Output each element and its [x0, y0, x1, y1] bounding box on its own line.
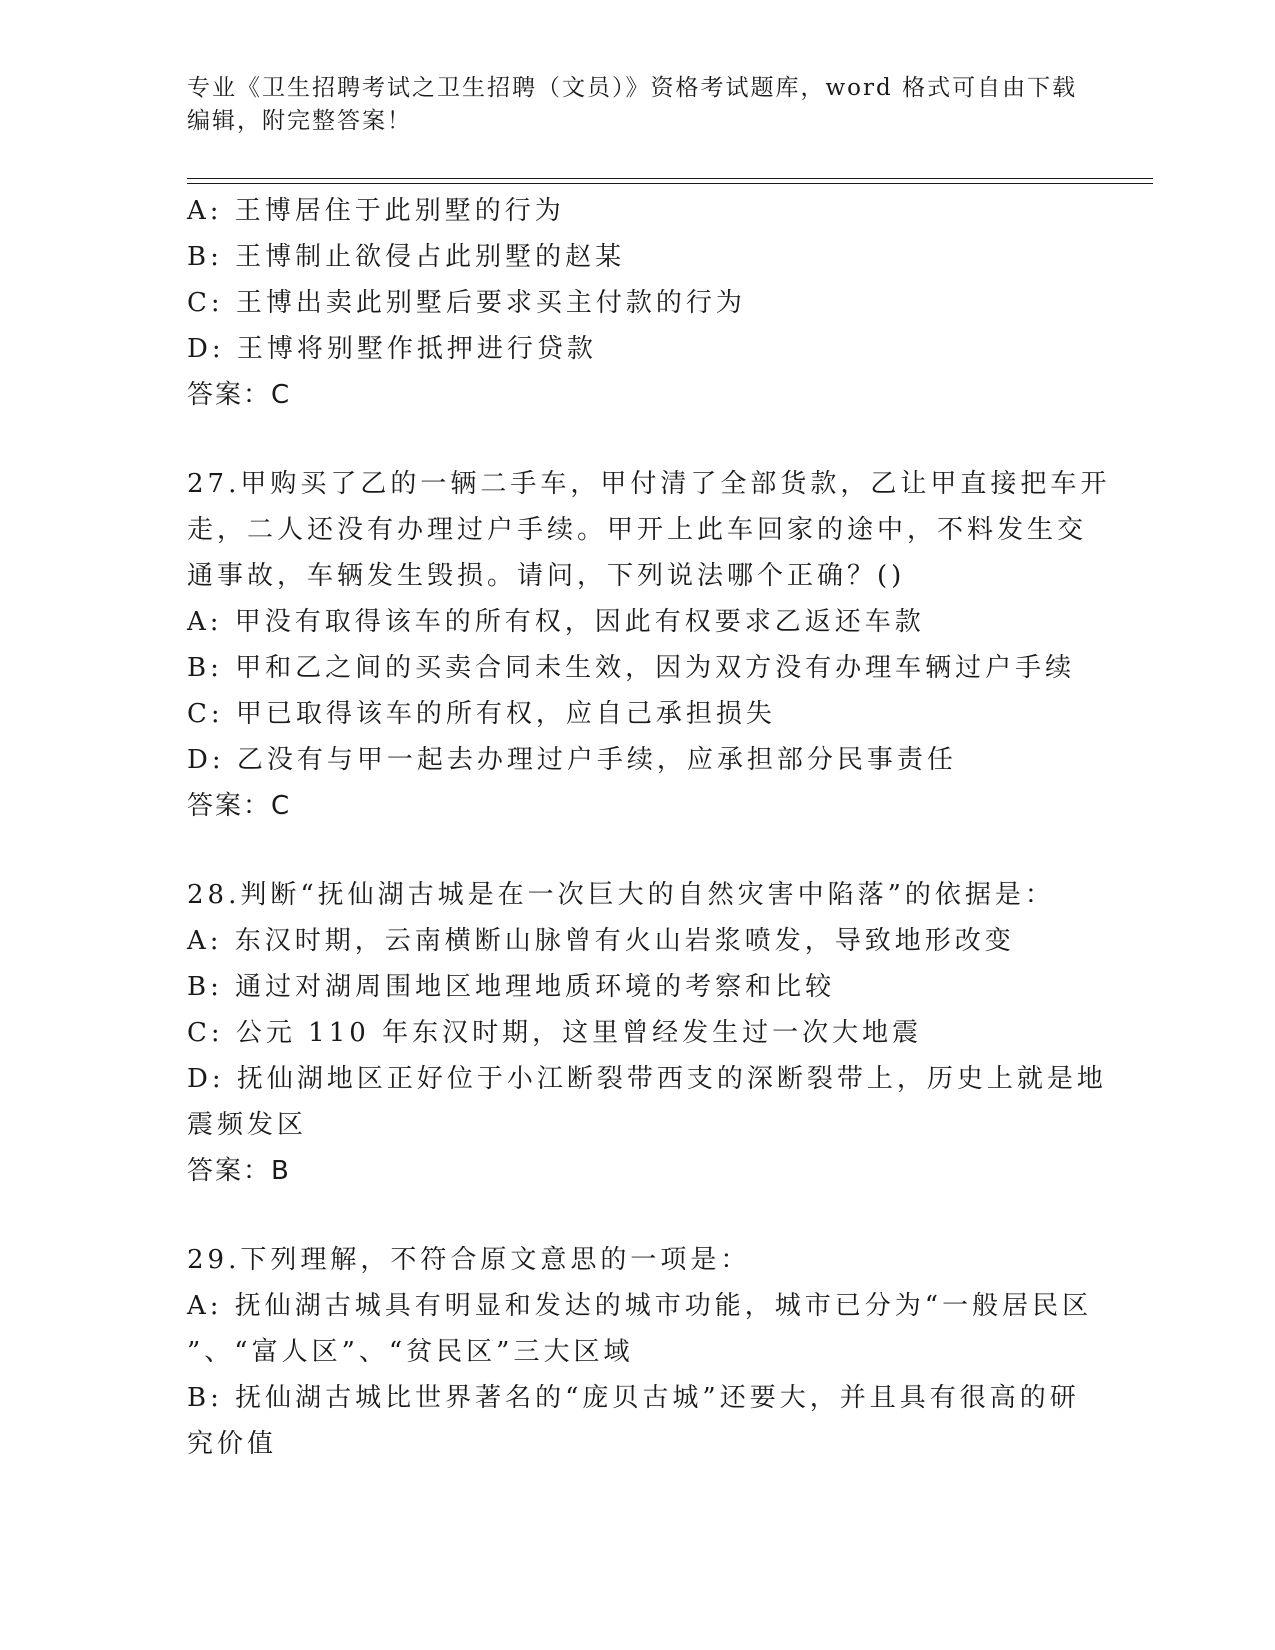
- answer: 答案：B: [187, 1156, 291, 1186]
- question-29: [187, 1237, 1093, 1467]
- option-a-continued: ”、“富人区”、“贫民区”三大区域: [187, 1337, 634, 1367]
- header-line-2: 编辑，附完整答案！: [187, 108, 412, 134]
- header-divider-bottom: [187, 183, 1153, 184]
- question-26: [187, 188, 1087, 418]
- answer: 答案：C: [187, 791, 292, 821]
- spacer: [187, 829, 1087, 872]
- answer: 答案：C: [187, 380, 292, 410]
- question-stem-line: 27.甲购买了乙的一辆二手车，甲付清了全部货款，乙让甲直接把车开: [187, 469, 1111, 499]
- option-b: B: 王博制止欲侵占此别墅的赵某: [187, 242, 626, 272]
- option-c: C: 公元 110 年东汉时期，这里曾经发生过一次大地震: [187, 1018, 923, 1048]
- option-d: D: 王博将别墅作抵押进行贷款: [187, 334, 597, 364]
- option-d-continued: 震频发区: [187, 1110, 308, 1140]
- option-a: A: 东汉时期，云南横断山脉曾有火山岩浆喷发，导致地形改变: [187, 926, 1015, 956]
- question-stem-line: 走，二人还没有办理过户手续。甲开上此车回家的途中，不料发生交: [187, 515, 1088, 545]
- document-body: [187, 188, 1111, 1467]
- option-b-continued: 究价值: [187, 1429, 278, 1459]
- option-c: C: 王博出卖此别墅后要求买主付款的行为: [187, 288, 746, 318]
- option-a: A: 王博居住于此别墅的行为: [187, 196, 565, 226]
- question-stem-line: 28.判断“抚仙湖古城是在一次巨大的自然灾害中陷落”的依据是：: [187, 880, 1055, 910]
- option-b: B: 抚仙湖古城比世界著名的“庞贝古城”还要大，并且具有很高的研: [187, 1383, 1080, 1413]
- option-d: D: 乙没有与甲一起去办理过户手续，应承担部分民事责任: [187, 745, 957, 775]
- header-divider-top: [187, 178, 1153, 179]
- option-b: B: 通过对湖周围地区地理地质环境的考察和比较: [187, 972, 836, 1002]
- option-c: C: 甲已取得该车的所有权，应自己承担损失: [187, 699, 776, 729]
- spacer: [187, 1194, 1087, 1237]
- option-a: A: 抚仙湖古城具有明显和发达的城市功能，城市已分为“一般居民区: [187, 1291, 1093, 1321]
- question-stem-line: 29.下列理解，不符合原文意思的一项是：: [187, 1245, 751, 1275]
- spacer: [187, 418, 1087, 461]
- option-b: B: 甲和乙之间的买卖合同未生效，因为双方没有办理车辆过户手续: [187, 653, 1076, 683]
- option-a: A: 甲没有取得该车的所有权，因此有权要求乙返还车款: [187, 607, 925, 637]
- header-line-1: 专业《卫生招聘考试之卫生招聘（文员）》资格考试题库，word 格式可自由下载: [187, 75, 1078, 101]
- question-27: [187, 461, 1111, 829]
- option-d: D: 抚仙湖地区正好位于小江断裂带西支的深断裂带上，历史上就是地: [187, 1064, 1107, 1094]
- question-28: [187, 872, 1107, 1194]
- question-stem-line: 通事故，车辆发生毁损。请问，下列说法哪个正确？(): [187, 561, 906, 591]
- document-header: [187, 72, 1087, 138]
